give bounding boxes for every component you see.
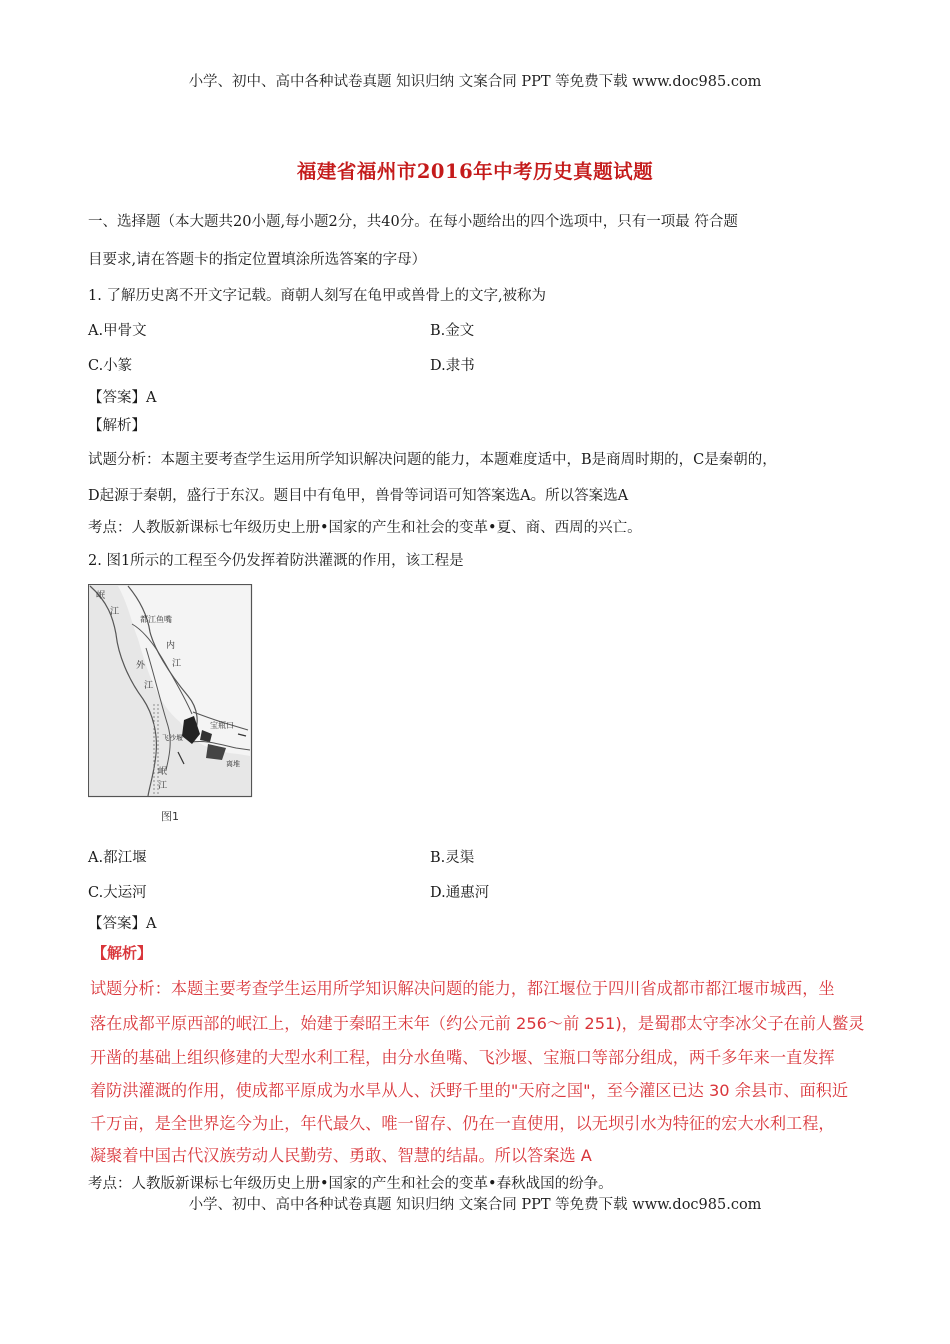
label-feishayan: 飞沙堰 <box>162 734 183 742</box>
q1-analysis-line-1: 试题分析：本题主要考查学生运用所学知识解决问题的能力，本题难度适中，B是商周时期的，C是秦朝的， <box>88 452 777 468</box>
q1-point: 考点：人教版新课标七年级历史上册•国家的产生和社会的变革•夏、商、西周的兴亡。 <box>88 520 642 536</box>
label-baopingkou: 宝瓶口 <box>210 721 234 730</box>
q2-answer: 【答案】A <box>88 916 157 932</box>
label-jiang-outer: 江 <box>144 681 154 691</box>
label-wai: 外 <box>136 661 146 671</box>
label-jiang-top: 江 <box>110 607 120 617</box>
q2-analysis-line-4: 着防洪灌溉的作用，使成都平原成为水旱从人、沃野千里的"天府之国"，至今灌区已达 30 余县市、面积近 <box>90 1081 849 1100</box>
figure-1-map <box>88 584 254 832</box>
q2-analysis-line-3: 开凿的基础上组织修建的大型水利工程，由分水鱼嘴、飞沙堰、宝瓶口等部分组成，两千多年来一直发挥 <box>90 1048 835 1067</box>
q2-option-b: B.灵渠 <box>430 850 475 866</box>
label-min-bottom: 岷 <box>158 767 168 777</box>
label-lidui: 离堆 <box>226 760 240 768</box>
q2-analysis-line-1: 试题分析：本题主要考查学生运用所学知识解决问题的能力，都江堰位于四川省成都市都江堰市城西，坐 <box>90 979 835 998</box>
q2-option-c: C.大运河 <box>88 885 147 901</box>
q2-analysis-label: 【解析】 <box>92 944 153 962</box>
page-header: 小学、初中、高中各种试卷真题 知识归纳 文案合同 PPT 等免费下载 www.doc985.com <box>188 74 762 90</box>
q1-option-b: B.金文 <box>430 323 475 339</box>
q2-analysis-line-2: 落在成都平原西部的岷江上，始建于秦昭王末年（约公元前 256～前 251)，是蜀郡太守李冰父子在前人鳖灵 <box>90 1014 865 1033</box>
q1-option-d: D.隶书 <box>430 358 475 374</box>
q1-analysis-line-2: D起源于秦朝，盛行于东汉。题目中有龟甲，兽骨等词语可知答案选A。所以答案选A <box>88 488 629 504</box>
page-footer: 小学、初中、高中各种试卷真题 知识归纳 文案合同 PPT 等免费下载 www.doc985.com <box>188 1197 762 1213</box>
q1-answer: 【答案】A <box>88 390 157 406</box>
q2-stem: 2. 图1所示的工程至今仍发挥着防洪灌溉的作用，该工程是 <box>88 553 464 569</box>
q2-analysis-line-6: 凝聚着中国古代汉族劳动人民勤劳、勇敢、智慧的结晶。所以答案选 A <box>90 1146 592 1165</box>
q2-point: 考点：人教版新课标七年级历史上册•国家的产生和社会的变革•春秋战国的纷争。 <box>88 1176 613 1192</box>
q2-analysis-line-5: 千万亩，是全世界迄今为止，年代最久、唯一留存、仍在一直使用，以无坝引水为特征的宏大水利工程， <box>90 1114 835 1133</box>
q2-option-d: D.通惠河 <box>430 885 490 901</box>
label-nei: 内 <box>166 641 176 651</box>
label-jiang-bottom: 江 <box>158 781 168 791</box>
section-intro-line-1: 一、选择题（本大题共20小题,每小题2分，共40分。在每小题给出的四个选项中，只有一项最 符合题 <box>88 214 738 230</box>
figure-caption: 图1 <box>161 810 179 823</box>
q1-option-c: C.小篆 <box>88 358 133 374</box>
q1-stem: 1. 了解历史离不开文字记载。商朝人刻写在龟甲或兽骨上的文字,被称为 <box>88 288 547 304</box>
section-intro-line-2: 目要求,请在答题卡的指定位置填涂所选答案的字母） <box>88 252 427 268</box>
q2-option-a: A.都江堰 <box>88 850 147 866</box>
page-title: 福建省福州市2016年中考历史真题试题 <box>296 160 654 183</box>
q1-option-a: A.甲骨文 <box>88 323 147 339</box>
label-jiang-inner: 江 <box>172 659 182 669</box>
label-min-top: 岷 <box>96 591 106 601</box>
label-yuzui: 都江鱼嘴 <box>140 615 172 624</box>
q1-analysis-label: 【解析】 <box>88 418 146 434</box>
